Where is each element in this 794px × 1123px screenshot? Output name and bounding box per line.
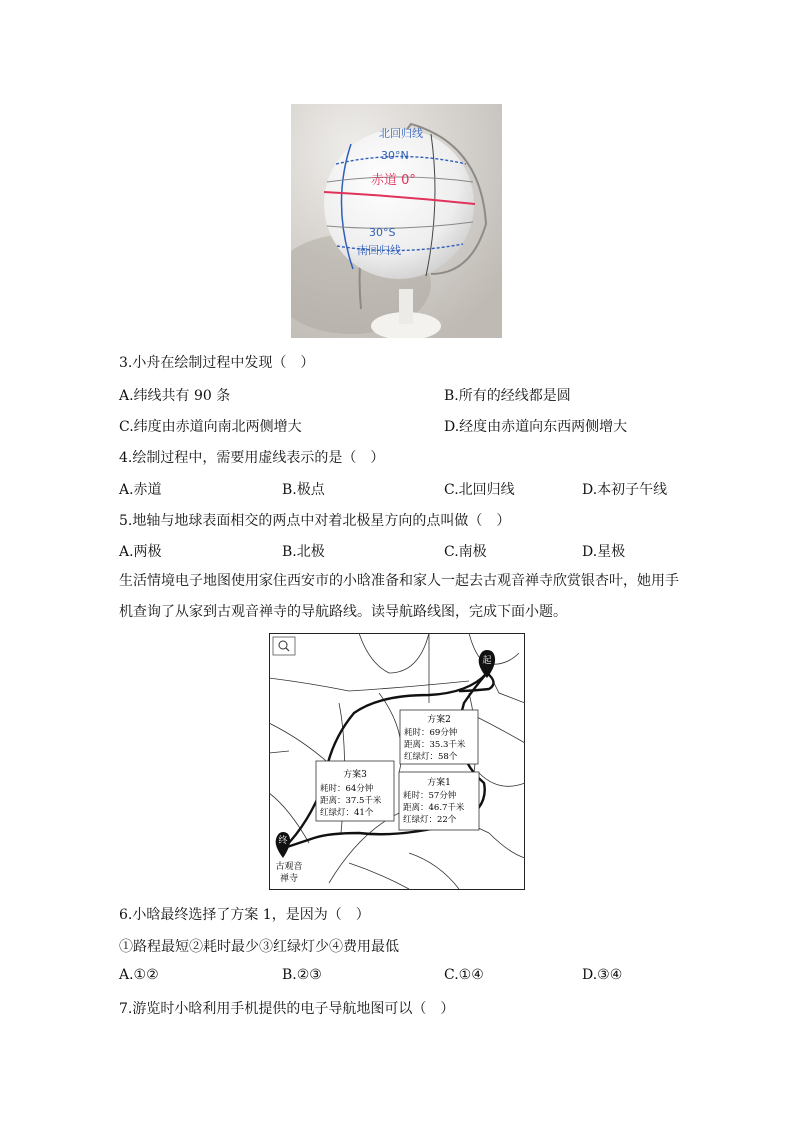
question-7-stem: 7.游览时小晗利用手机提供的电子导航地图可以（ ） — [119, 1001, 455, 1017]
q6-option-b[interactable]: B.②③ — [282, 967, 322, 983]
search-icon[interactable] — [273, 637, 295, 655]
q4-option-a[interactable]: A.赤道 — [119, 482, 162, 498]
q5-option-c[interactable]: C.南极 — [444, 544, 487, 560]
plan-2-distance: 距离：35.3千米 — [404, 740, 466, 750]
question-5-stem: 5.地轴与地球表面相交的两点中对着北极星方向的点叫做（ ） — [119, 513, 511, 529]
plan-1-lights: 红绿灯：22个 — [403, 815, 457, 825]
globe-illustration — [291, 104, 502, 338]
plan-3-distance: 距离：37.5千米 — [320, 796, 382, 806]
q3-option-c[interactable]: C.纬度由赤道向南北两侧增大 — [119, 419, 302, 435]
q5-option-a[interactable]: A.两极 — [119, 544, 162, 560]
q3-option-a[interactable]: A.纬线共有 90 条 — [119, 388, 231, 404]
plan-1-distance: 距离：46.7千米 — [403, 803, 465, 813]
end-name-line2: 禅寺 — [279, 874, 299, 884]
q6-option-d[interactable]: D.③④ — [582, 967, 623, 983]
plan-2-time: 耗时：69分钟 — [404, 728, 458, 738]
start-label: 起 — [482, 656, 492, 666]
equator-label: 赤道 0° — [371, 173, 416, 188]
plan-3-box[interactable] — [316, 761, 394, 821]
q6-option-c[interactable]: C.①④ — [444, 967, 484, 983]
question-3-stem: 3.小舟在绘制过程中发现（ ） — [119, 355, 315, 371]
q3-option-b[interactable]: B.所有的经线都是圆 — [444, 388, 571, 404]
plan-3-lights: 红绿灯：41个 — [320, 808, 374, 818]
q5-option-b[interactable]: B.北极 — [282, 544, 325, 560]
tropic-south-label: 南回归线 — [357, 244, 401, 257]
lat-30n-label: 30°N — [381, 149, 409, 162]
tropic-north-label: 北回归线 — [379, 127, 423, 140]
q5-option-d[interactable]: D.星极 — [582, 544, 626, 560]
globe-photo — [291, 104, 502, 338]
context-paragraph: 生活情境电子地图使用家住西安市的小晗准备和家人一起去古观音禅寺欣赏银杏叶，她用手机查询了从家到古观音禅寺的导航路线。读导航路线图，完成下面小题。 — [119, 573, 679, 620]
plan-3-title: 方案3 — [343, 770, 367, 780]
end-name-line1: 古观音 — [275, 862, 303, 872]
plan-2-box[interactable] — [400, 710, 478, 764]
q4-option-d[interactable]: D.本初子午线 — [582, 482, 668, 498]
question-6-stem: 6.小晗最终选择了方案 1，是因为（ ） — [119, 907, 370, 923]
q4-option-b[interactable]: B.极点 — [282, 482, 325, 498]
question-6-statements: ①路程最短②耗时最少③红绿灯少④费用最低 — [119, 939, 399, 955]
plan-2-lights: 红绿灯：58个 — [404, 752, 458, 762]
plan-1-time: 耗时：57分钟 — [403, 791, 457, 801]
plan-2-title: 方案2 — [427, 715, 451, 725]
lat-30s-label: 30°S — [369, 226, 396, 239]
q6-option-a[interactable]: A.①② — [119, 967, 159, 983]
end-label: 终 — [278, 836, 288, 846]
q3-option-d[interactable]: D.经度由赤道向东西两侧增大 — [444, 419, 628, 435]
plan-1-title: 方案1 — [427, 778, 451, 788]
navigation-map — [269, 633, 525, 890]
question-4-stem: 4.绘制过程中，需要用虚线表示的是（ ） — [119, 450, 385, 466]
plan-3-time: 耗时：64分钟 — [320, 784, 374, 794]
plan-1-box[interactable] — [399, 772, 479, 830]
q4-option-c[interactable]: C.北回归线 — [444, 482, 515, 498]
